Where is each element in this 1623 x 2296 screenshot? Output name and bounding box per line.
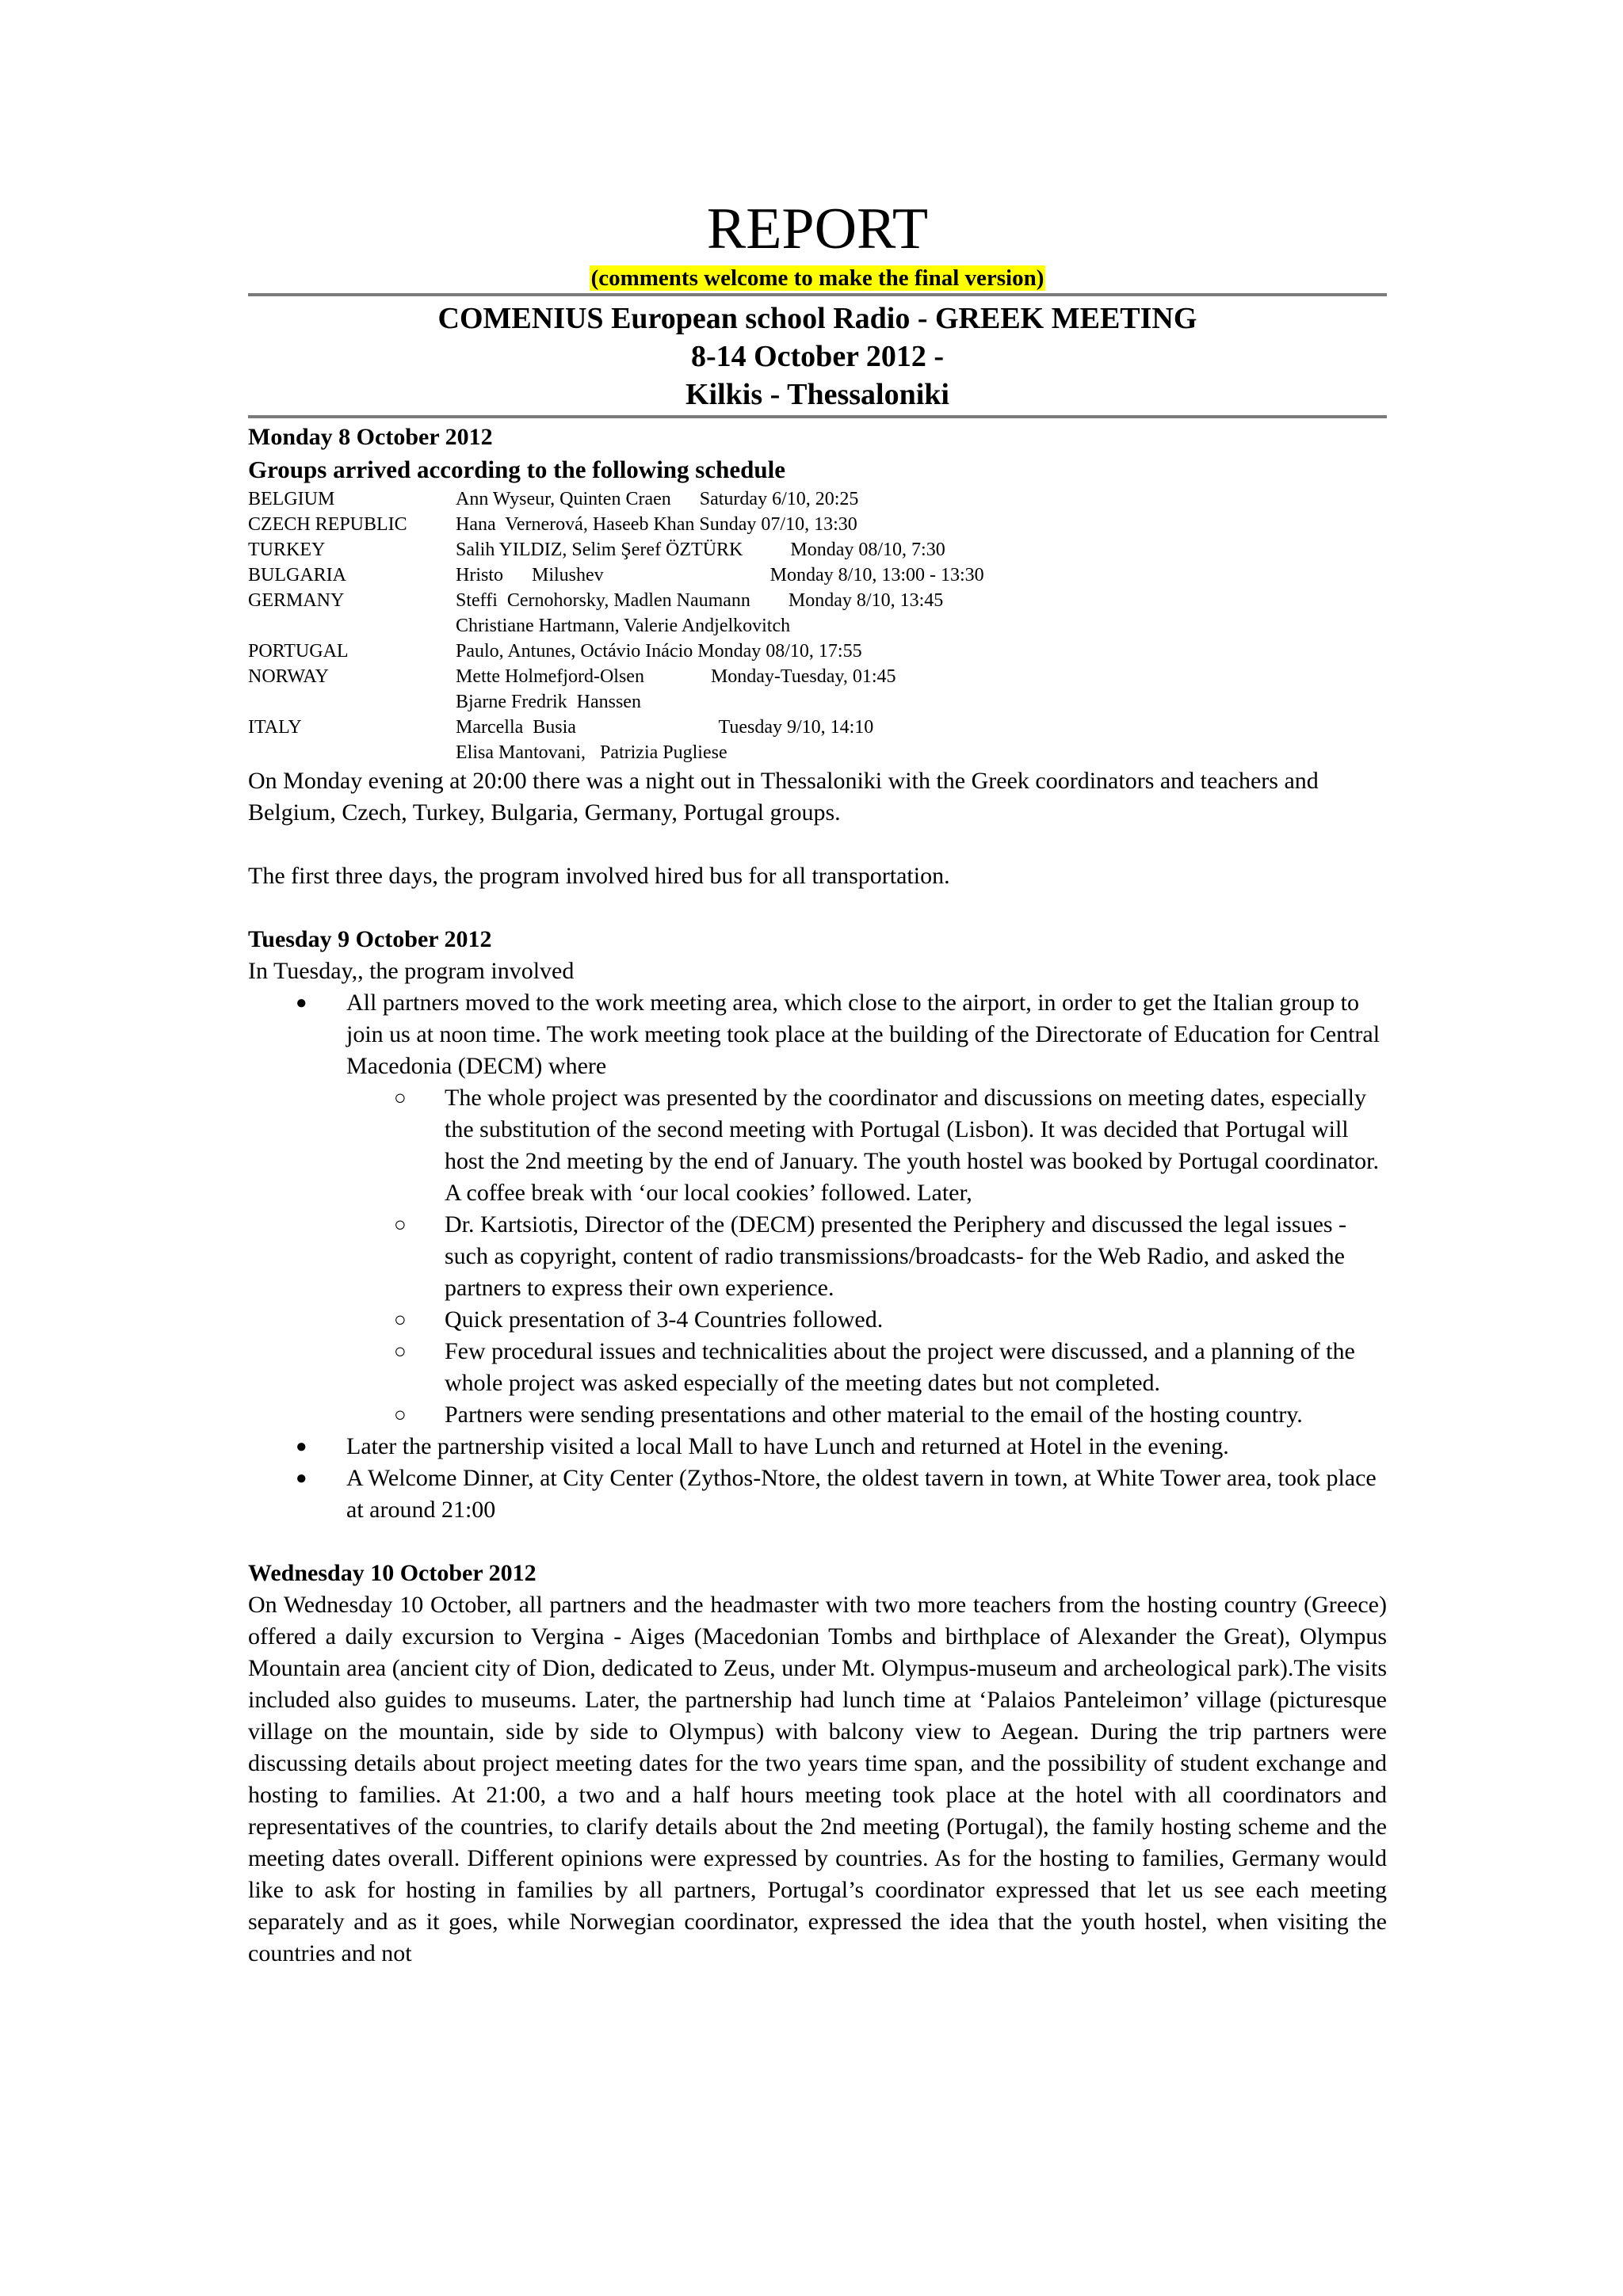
schedule-row [248,664,984,689]
tuesday-heading: Tuesday 9 October 2012 [248,926,492,952]
schedule-row [248,639,984,664]
circle-bullet-icon: ○ [394,1403,407,1426]
monday-heading: Monday 8 October 2012 [248,424,493,450]
sub-list-item [346,1209,1387,1304]
schedule-row [248,740,984,765]
list-item-text: All partners moved to the work meeting area, which close to the airport, in order to get the Italian group to join us at noon time. The work meeting took place at the building of the Directorate of Education for Central Macedonia (DECM) where [346,990,1381,1079]
arrival-schedule-table [248,486,984,765]
schedule-details: Paulo, Antunes, Octávio Inácio Monday 08/10, 17:55 [456,641,862,662]
schedule-country [248,740,456,765]
circle-bullet-icon: ○ [394,1308,407,1331]
schedule-details: Hana Vernerová, Haseeb Khan Sunday 07/10, 13:30 [456,514,857,535]
schedule-country: ITALY [248,717,302,738]
schedule-details: Christiane Hartmann, Valerie Andjelkovitch [456,616,791,636]
schedule-row [248,715,984,740]
sub-list-item-text: Dr. Kartsiotis, Director of the (DECM) presented the Periphery and discussed the legal issues -such as copyright, content of radio transmissions/broadcasts- for the Web Radio, and asked the partners to express their own experience. [445,1211,1347,1301]
schedule-country: CZECH REPUBLIC [248,514,407,535]
sub-list-item [346,1304,1387,1336]
blank-line [248,829,1387,860]
blank-line [248,892,1387,924]
schedule-country: BULGARIA [248,565,346,585]
bullet-icon: ● [296,1436,307,1457]
wednesday-heading: Wednesday 10 October 2012 [248,1560,537,1586]
tuesday-intro: In Tuesday,, the program involved [248,958,575,984]
schedule-row [248,689,984,715]
list-item-text: Later the partnership visited a local Mall to have Lunch and returned at Hotel in the evening. [346,1433,1229,1459]
schedule-row [248,563,984,588]
schedule-country: TURKEY [248,540,326,560]
sub-list-item-text: The whole project was presented by the coordinator and discussions on meeting dates, especially the substitution of the second meeting with Portugal (Lisbon). It was decided that Portugal will host the 2nd meeting by the end of January. The youth hostel was booked by Portugal coordinator. A coffee break with ‘our local cookies’ followed. Later, [445,1085,1379,1206]
schedule-details: Hristo Milushev Monday 8/10, 13:00 - 13:30 [456,565,984,585]
report-page [248,198,1387,1970]
schedule-row [248,512,984,537]
schedule-row [248,486,984,512]
schedule-row [248,613,984,639]
circle-bullet-icon: ○ [394,1086,407,1109]
schedule-details: Mette Holmefjord-Olsen Monday-Tuesday, 01:45 [456,666,896,687]
schedule-details: Marcella Busia Tuesday 9/10, 14:10 [456,717,874,738]
schedule-row [248,537,984,563]
report-title: REPORT [706,196,929,261]
schedule-country: BELGIUM [248,489,335,509]
bullet-icon: ● [296,1468,307,1489]
bullet-icon: ● [296,993,307,1013]
list-item [248,1431,1387,1463]
schedule-country: GERMANY [248,590,345,611]
schedule-country [248,689,456,715]
sub-list-item-text: Partners were sending presentations and other material to the email of the hosting country. [445,1402,1303,1428]
schedule-details: Steffi Cernohorsky, Madlen Naumann Monday 8/10, 13:45 [456,590,944,611]
schedule-country [248,613,456,639]
tuesday-program-list [248,987,1387,1526]
schedule-country: NORWAY [248,666,329,687]
blank-line [248,1526,1387,1558]
schedule-details: Ann Wyseur, Quinten Craen Saturday 6/10, 20:25 [456,489,859,509]
wednesday-paragraph: On Wednesday 10 October, all partners and the headmaster with two more teachers from the hosting country (Greece) offered a daily excursion to Vergina - Aiges (Macedonian Tombs and birthplace of Alexander the Great), Olympus Mountain area (ancient city of Dion, dedicated to Zeus, under Mt. Olympus-museum and archeological park).The visits included also guides to museums. Later, the partnership had lunch time at ‘Palaios Panteleimon’ village (picturesque village on the mountain, side by side to Olympus) with balcony view to Aegean. During the trip partners were discussing details about project meeting dates for the two years time span, and the possibility of student exchange and hosting to families. At 21:00, a two and a half hours meeting took place at the hotel with all coordinators and representatives of the countries, to clarify details about the 2nd meeting (Portugal), the family hosting scheme and the meeting dates overall. Different opinions were expressed by countries. As for the hosting to families, Germany would like to ask for hosting in families by all partners, Portugal’s coordinator expressed that let us see each meeting separately and as it goes, while Norwegian coordinator, expressed the idea that the youth hostel, when visiting the countries and not [248,1592,1387,1966]
sub-list-item [346,1082,1387,1209]
groups-heading: Groups arrived according to the following schedule [248,456,785,483]
monday-evening-paragraph: On Monday evening at 20:00 there was a night out in Thessaloniki with the Greek coordinators and teachers and Belgium, Czech, Turkey, Bulgaria, Germany, Portugal groups. [248,768,1319,826]
meeting-heading-line1: COMENIUS European school Radio - GREEK MEETING [437,302,1197,335]
highlighted-subtitle: (comments welcome to make the final version) [590,265,1044,291]
circle-bullet-icon: ○ [394,1340,407,1363]
top-divider [248,293,1387,296]
schedule-details: Elisa Mantovani, Patrizia Pugliese [456,742,727,763]
meeting-sub-list [346,1082,1387,1431]
meeting-heading [248,299,1387,414]
schedule-details: Salih YILDIZ, Selim Şeref ÖZTÜRK Monday 08/10, 7:30 [456,540,945,560]
schedule-country: PORTUGAL [248,641,349,662]
sub-list-item-text: Quick presentation of 3-4 Countries followed. [445,1306,884,1333]
transport-paragraph: The first three days, the program involved hired bus for all transportation. [248,863,950,889]
list-item-text: A Welcome Dinner, at City Center (Zythos-Ntore, the oldest tavern in town, at White Tower area, took place at around 21:00 [346,1465,1377,1523]
sub-list-item [346,1336,1387,1399]
circle-bullet-icon: ○ [394,1213,407,1236]
schedule-details: Bjarne Fredrik Hanssen [456,692,641,712]
sub-list-item-text: Few procedural issues and technicalities about the project were discussed, and a planning of the whole project was asked especially of the meeting dates but not completed. [445,1338,1355,1396]
heading-divider [248,415,1387,418]
meeting-heading-line3: Kilkis - Thessaloniki [685,378,949,411]
list-item [248,987,1387,1431]
list-item [248,1463,1387,1526]
meeting-heading-line2: 8-14 October 2012 - [690,340,945,373]
schedule-row [248,588,984,613]
sub-list-item [346,1399,1387,1431]
subtitle-wrap [248,265,1387,292]
